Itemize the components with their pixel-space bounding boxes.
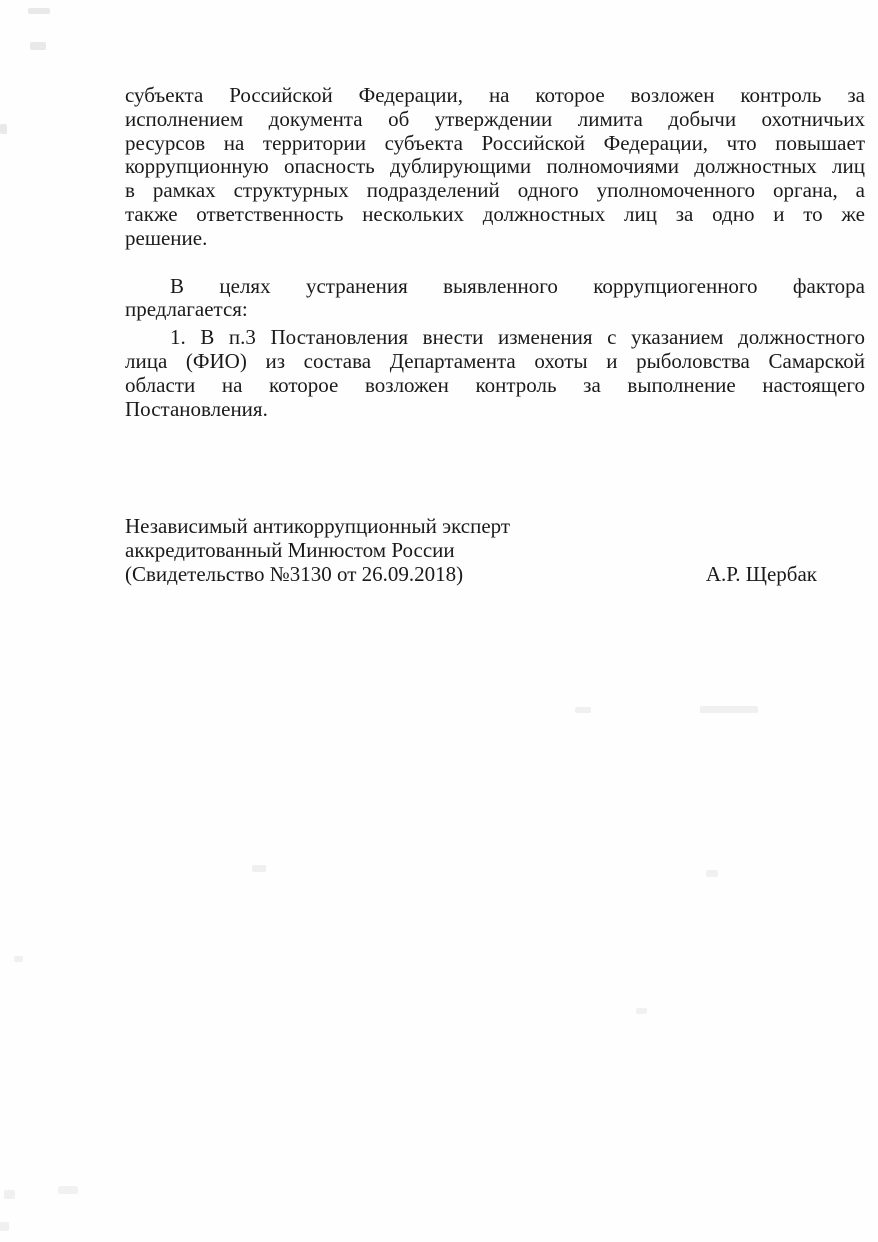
scan-noise-speck — [636, 1008, 647, 1014]
scan-noise-speck — [58, 1186, 78, 1194]
paragraph-line: области на которое возложен контроль за выполнение настоящего — [125, 372, 865, 397]
paragraph-line: предлагается: — [125, 297, 248, 322]
signature-row — [125, 563, 865, 587]
paragraph-line: В целях устранения выявленного коррупциогенного фактора — [170, 273, 865, 298]
paragraph-line: лица (ФИО) из состава Департамента охоты и рыболовства Самарской — [125, 348, 865, 373]
paragraph-resolution-body — [125, 84, 865, 251]
scan-noise-speck — [0, 1222, 9, 1231]
document-text-block — [125, 84, 865, 587]
paragraph-line: ресурсов на территории субъекта Российской Федерации, что повышает — [125, 130, 865, 155]
paragraph-line: 1. В п.3 Постановления внести изменения с указанием должностного — [170, 325, 865, 350]
signer-name: А.Р. Щербак — [705, 561, 817, 586]
scan-noise-speck — [14, 956, 23, 962]
signer-title-line: Независимый антикоррупционный эксперт — [125, 514, 511, 539]
paragraph-line: в рамках структурных подразделений одного уполномоченного органа, а — [125, 178, 865, 203]
scan-noise-speck — [575, 707, 591, 713]
scan-noise-speck — [28, 8, 50, 14]
signer-accreditation-line: аккредитованный Минюстом России — [125, 538, 455, 563]
scan-noise-speck — [0, 124, 7, 134]
paragraph-line: субъекта Российской Федерации, на которое возложен контроль за — [125, 83, 865, 107]
certificate-reference: (Свидетельство №3130 от 26.09.2018) — [125, 561, 464, 586]
paragraph-line: коррупционную опасность дублирующими полномочиями должностных лиц — [125, 154, 865, 179]
paragraph-proposal-intro — [125, 275, 865, 323]
paragraph-proposal-item-1 — [125, 326, 865, 421]
paragraph-line: решение. — [125, 225, 208, 250]
signature-block — [125, 515, 865, 586]
paragraph-line: исполнением документа об утверждении лимита добычи охотничьих — [125, 106, 865, 131]
scan-noise-speck — [700, 706, 758, 713]
paragraph-line: также ответственность нескольких должностных лиц за одно и то же — [125, 201, 865, 226]
scan-noise-speck — [4, 1190, 15, 1199]
scan-noise-speck — [252, 865, 266, 872]
paragraph-line: Постановления. — [125, 396, 268, 421]
scan-noise-speck — [30, 42, 46, 50]
scan-noise-speck — [706, 870, 718, 877]
